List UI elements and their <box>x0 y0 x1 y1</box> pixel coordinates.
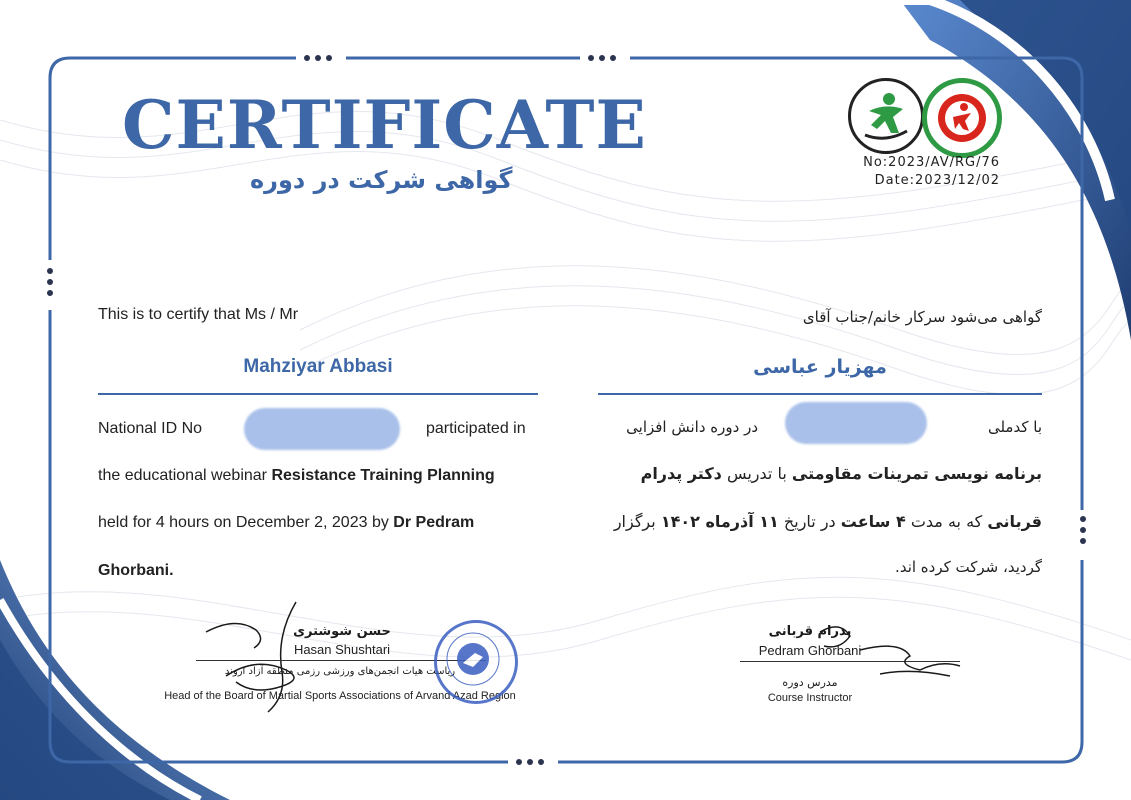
instructor-last-fa: قربانی <box>987 512 1042 531</box>
decorative-dots <box>516 759 544 765</box>
name-underline-en <box>98 393 538 395</box>
recipient-name-fa: مهزیار عباسی <box>753 356 887 378</box>
held-line-en <box>98 514 538 532</box>
certificate-title: CERTIFICATE <box>122 86 647 164</box>
left-signer-title-fa: ریاست هیات انجمن‌های ورزشی رزمی منطقه آزاد اروند <box>224 666 456 677</box>
instructor-last-en: Ghorbani. <box>98 562 174 579</box>
duration-hours-fa: ۴ ساعت <box>840 512 906 531</box>
course-line-fa <box>598 464 1042 483</box>
course-prefix-fa: در دوره دانش افزایی <box>626 418 758 436</box>
right-signer-name-fa: پدرام قربانی <box>768 624 852 639</box>
federation-logo <box>922 78 1002 158</box>
course-date-fa: ۱۱ آذرماه ۱۴۰۲ <box>660 512 779 531</box>
decorative-dots <box>588 55 616 61</box>
national-id-label-en: National ID No <box>98 420 203 437</box>
redacted-national-id-en <box>244 408 400 450</box>
held-word-fa: برگزار <box>613 512 656 531</box>
duration-line-fa <box>598 512 1042 531</box>
official-seal <box>434 620 518 704</box>
held-prefix-en: held for 4 hours on December 2, 2023 by <box>98 514 389 531</box>
participated-text-en: participated in <box>426 420 526 437</box>
left-signer-title-en: Head of the Board of Martial Sports Associations of Arvand Azad Region <box>164 690 516 702</box>
course-name-fa: برنامه نویسی تمرینات مقاومتی <box>791 464 1042 483</box>
right-signer-title-fa: مدرس دوره <box>782 676 838 689</box>
certificate-subtitle-fa: گواهی شرکت در دوره <box>250 166 513 194</box>
webinar-prefix-en: the educational webinar <box>98 467 268 484</box>
decorative-dots <box>1080 516 1086 544</box>
redacted-national-id-fa <box>785 402 927 444</box>
seal-emblem-icon <box>437 623 515 701</box>
decorative-dots <box>304 55 332 61</box>
emblem-icon <box>927 83 997 153</box>
closing-line-fa: گردید، شرکت کرده اند. <box>895 558 1042 576</box>
left-signer-name-fa: حسن شوشتری <box>293 624 391 639</box>
right-signer-name-en: Pedram Ghorbani <box>758 643 862 658</box>
left-signer-name-en: Hasan Shushtari <box>293 642 391 657</box>
certificate-date: Date:2023/12/02 <box>874 173 1000 188</box>
national-id-label-fa: با کدملی <box>987 418 1042 436</box>
course-mid-fa: با تدریس <box>726 464 787 483</box>
instructor-first-en: Dr Pedram <box>393 514 475 531</box>
course-name-en: Resistance Training Planning <box>271 467 495 484</box>
name-underline-fa <box>598 393 1042 395</box>
certify-line-en: This is to certify that Ms / Mr <box>98 306 299 323</box>
certify-line-fa: گواهی می‌شود سرکار خانم/جناب آقای <box>802 308 1042 326</box>
right-signer-title-en: Course Instructor <box>767 692 853 704</box>
duration-prefix-fa: که به مدت <box>910 512 983 531</box>
instructor-first-fa: دکتر پدرام <box>640 464 722 483</box>
athlete-icon <box>851 81 921 151</box>
recipient-name-en: Mahziyar Abbasi <box>243 356 393 377</box>
certificate-meta <box>820 154 1000 190</box>
date-prefix-fa: در تاریخ <box>783 512 836 531</box>
webinar-line-en <box>98 467 538 485</box>
certificate-number: No:2023/AV/RG/76 <box>863 155 1000 170</box>
club-logo <box>848 78 924 154</box>
decorative-dots <box>47 268 53 296</box>
